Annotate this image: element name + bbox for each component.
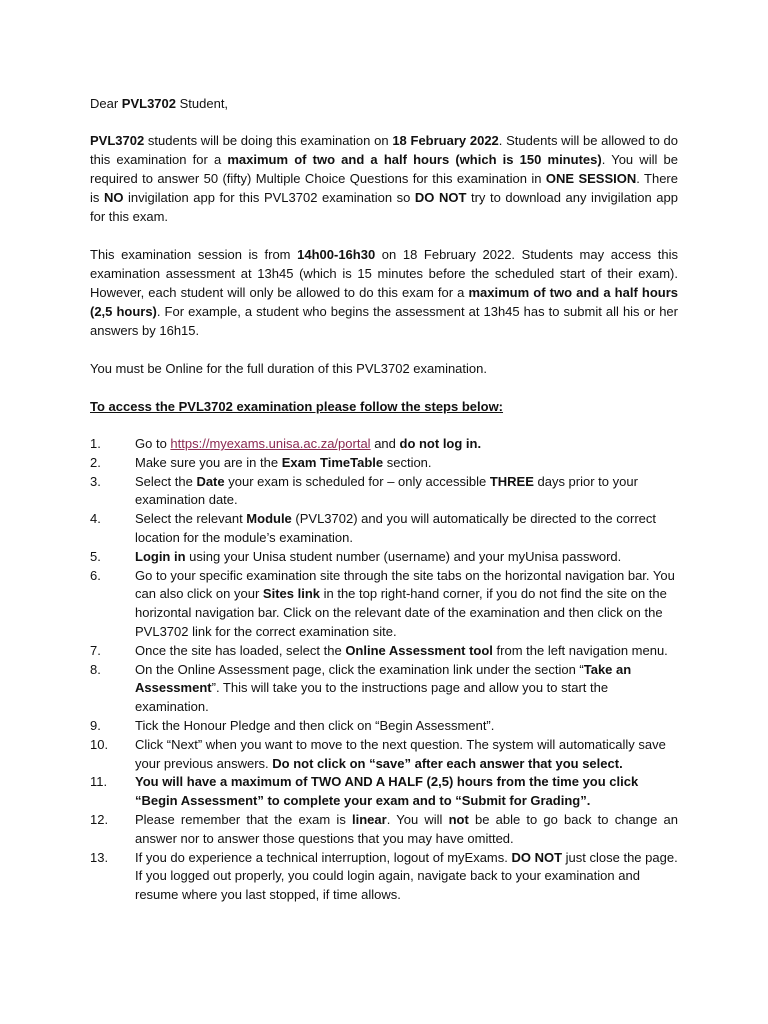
step-emphasis: THREE [489, 473, 534, 489]
step-number: 1. [90, 436, 101, 451]
step-emphasis: linear [352, 811, 387, 827]
list-item [90, 736, 678, 774]
step-emphasis: Login in [135, 548, 186, 564]
exam-duration: maximum of two and a half hours (which is 150 minutes) [227, 152, 602, 167]
list-item [90, 811, 678, 849]
session-paragraph [90, 245, 678, 340]
step-text [135, 736, 678, 774]
paragraph-text: invigilation app for this PVL3702 examination so [123, 190, 415, 205]
paragraph-text: students will be doing this examination on [144, 133, 393, 148]
do-not-emphasis: DO NOT [414, 190, 467, 205]
step-number: 2. [90, 454, 101, 470]
step-text-segment: your exam is scheduled for – only accessible [224, 473, 490, 489]
no-emphasis: NO [103, 190, 124, 205]
list-item [90, 773, 678, 811]
step-text [135, 849, 678, 905]
paragraph-text: This examination session is from [90, 247, 298, 262]
step-text [135, 661, 678, 717]
step-text [135, 473, 678, 511]
step-emphasis: not [448, 811, 469, 827]
steps-list [90, 435, 678, 905]
step-emphasis: Module [246, 511, 292, 527]
step-text-segment: using your Unisa student number (username) and your myUnisa password. [185, 548, 622, 564]
list-item [90, 849, 678, 905]
list-item [90, 454, 678, 473]
list-item [90, 567, 678, 642]
list-item [90, 510, 678, 548]
step-text-segment: section. [383, 454, 432, 470]
step-text-segment: Select the relevant [135, 511, 247, 527]
list-item [90, 548, 678, 567]
step-emphasis: Online Assessment tool [345, 642, 493, 658]
step-text [135, 454, 678, 473]
steps-heading: To access the PVL3702 examination please follow the steps below: [90, 399, 504, 414]
list-item [90, 717, 678, 736]
step-emphasis: Exam TimeTable [281, 454, 384, 470]
step-text-segment: If you do experience a technical interruption, logout of myExams. [135, 849, 512, 865]
list-item [90, 661, 678, 717]
step-number: 4. [90, 511, 101, 527]
greeting-module-code: PVL3702 [121, 96, 176, 111]
step-number: 8. [90, 661, 101, 677]
list-item [90, 642, 678, 661]
step-number: 13. [90, 849, 109, 865]
step-text [135, 510, 678, 548]
step-text-segment: just close the page. If you logged out properly, you could login again, navigate back to your examination and resume where you last stopped, if time allows. [135, 849, 678, 903]
online-notice: You must be Online for the full duration of this PVL3702 examination. [90, 361, 487, 376]
step-text [135, 642, 678, 661]
step-text-segment: On the Online Assessment page, click the examination link under the section “ [135, 661, 584, 677]
step-emphasis: Take an Assessment [135, 661, 632, 696]
step-emphasis: Do not click on “save” after each answer that you select. [272, 755, 623, 771]
step-text-segment: Please remember that the exam is [135, 811, 352, 827]
step-emphasis: do not log in. [399, 436, 482, 451]
exam-portal-link[interactable]: https://myexams.unisa.ac.za/portal [170, 436, 371, 451]
step-text-segment: ”. This will take you to the instructions page and allow you to start the examination. [135, 680, 609, 715]
module-code: PVL3702 [90, 133, 145, 148]
step-number: 6. [90, 567, 101, 583]
step-text [135, 717, 678, 736]
step-text-segment: Once the site has loaded, select the [135, 642, 346, 658]
step-emphasis: You will have a maximum of TWO AND A HALF (2,5) hours from the time you click “Begin Assessment” to complete your exam and to “Submit for Grading”. [135, 774, 639, 809]
step-text-segment: Click “Next” when you want to move to the next question. The system will automatically save your previous answers. [135, 736, 666, 771]
step-text [135, 548, 678, 567]
session-time: 14h00-16h30 [297, 247, 376, 262]
greeting-text: Student, [176, 96, 229, 111]
step-text-segment: Go to your specific examination site through the site tabs on the horizontal navigation bar. You can also click on your [135, 567, 675, 602]
step-text-segment: be able to go back to change an answer nor to answer those questions that you may have omitted. [135, 811, 678, 846]
step-emphasis: DO NOT [511, 849, 563, 865]
step-text-segment: from the left navigation menu. [492, 642, 668, 658]
paragraph-text: . For example, a student who begins the assessment at 13h45 has to submit all his or her answers by 16h15. [90, 304, 678, 338]
paragraph-text: try to download any invigilation app for this exam. [90, 190, 678, 224]
step-number: 9. [90, 717, 101, 733]
step-text [135, 435, 678, 454]
step-number: 3. [90, 473, 101, 489]
step-text [135, 567, 678, 642]
step-text-segment: Go to [135, 436, 171, 451]
paragraph-text: . You will be required to answer 50 (fifty) Multiple Choice Questions for this examination in [90, 152, 678, 186]
paragraph-text: . There is [90, 171, 678, 205]
paragraph-text: . Students will be allowed to do this examination for a [90, 133, 679, 167]
intro-paragraph [90, 131, 678, 226]
step-number: 5. [90, 548, 101, 564]
greeting [90, 94, 678, 113]
step-number: 10. [90, 736, 109, 752]
step-number: 11. [90, 774, 108, 790]
list-item [90, 473, 678, 511]
greeting-text: Dear [90, 96, 122, 111]
step-emphasis: Sites link [262, 586, 320, 602]
step-text-segment: Select the [135, 473, 197, 489]
step-number: 7. [90, 642, 101, 658]
exam-date: 18 February 2022 [392, 133, 499, 148]
step-text-segment: . You will [386, 811, 449, 827]
paragraph-text: on 18 February 2022. Students may access this examination assessment at 13h45 (which is 15 minutes before the scheduled start of their exam). However, each student will only be allowed to do this exam for a [90, 247, 679, 300]
one-session-emphasis: ONE SESSION [545, 171, 637, 186]
step-text [135, 811, 678, 849]
session-duration: maximum of two and a half hours (2,5 hours) [90, 285, 678, 319]
step-text-segment: days prior to your examination date. [135, 473, 638, 508]
step-text-segment: Make sure you are in the [135, 454, 282, 470]
step-emphasis: Date [196, 473, 225, 489]
step-text-segment: Tick the Honour Pledge and then click on “Begin Assessment”. [135, 717, 495, 733]
list-item [90, 435, 678, 454]
step-number: 12. [90, 811, 109, 827]
step-text-segment: in the top right-hand corner, if you do not find the site on the horizontal navigation bar. Click on the relevant date of the examination and then click on the PVL3702 link for the correct examination site. [135, 586, 667, 639]
step-text [135, 773, 678, 811]
exam-letter [90, 94, 678, 905]
step-text-segment: and [370, 436, 400, 451]
step-text-segment: (PVL3702) and you will automatically be directed to the correct location for the module’s examination. [135, 511, 656, 545]
